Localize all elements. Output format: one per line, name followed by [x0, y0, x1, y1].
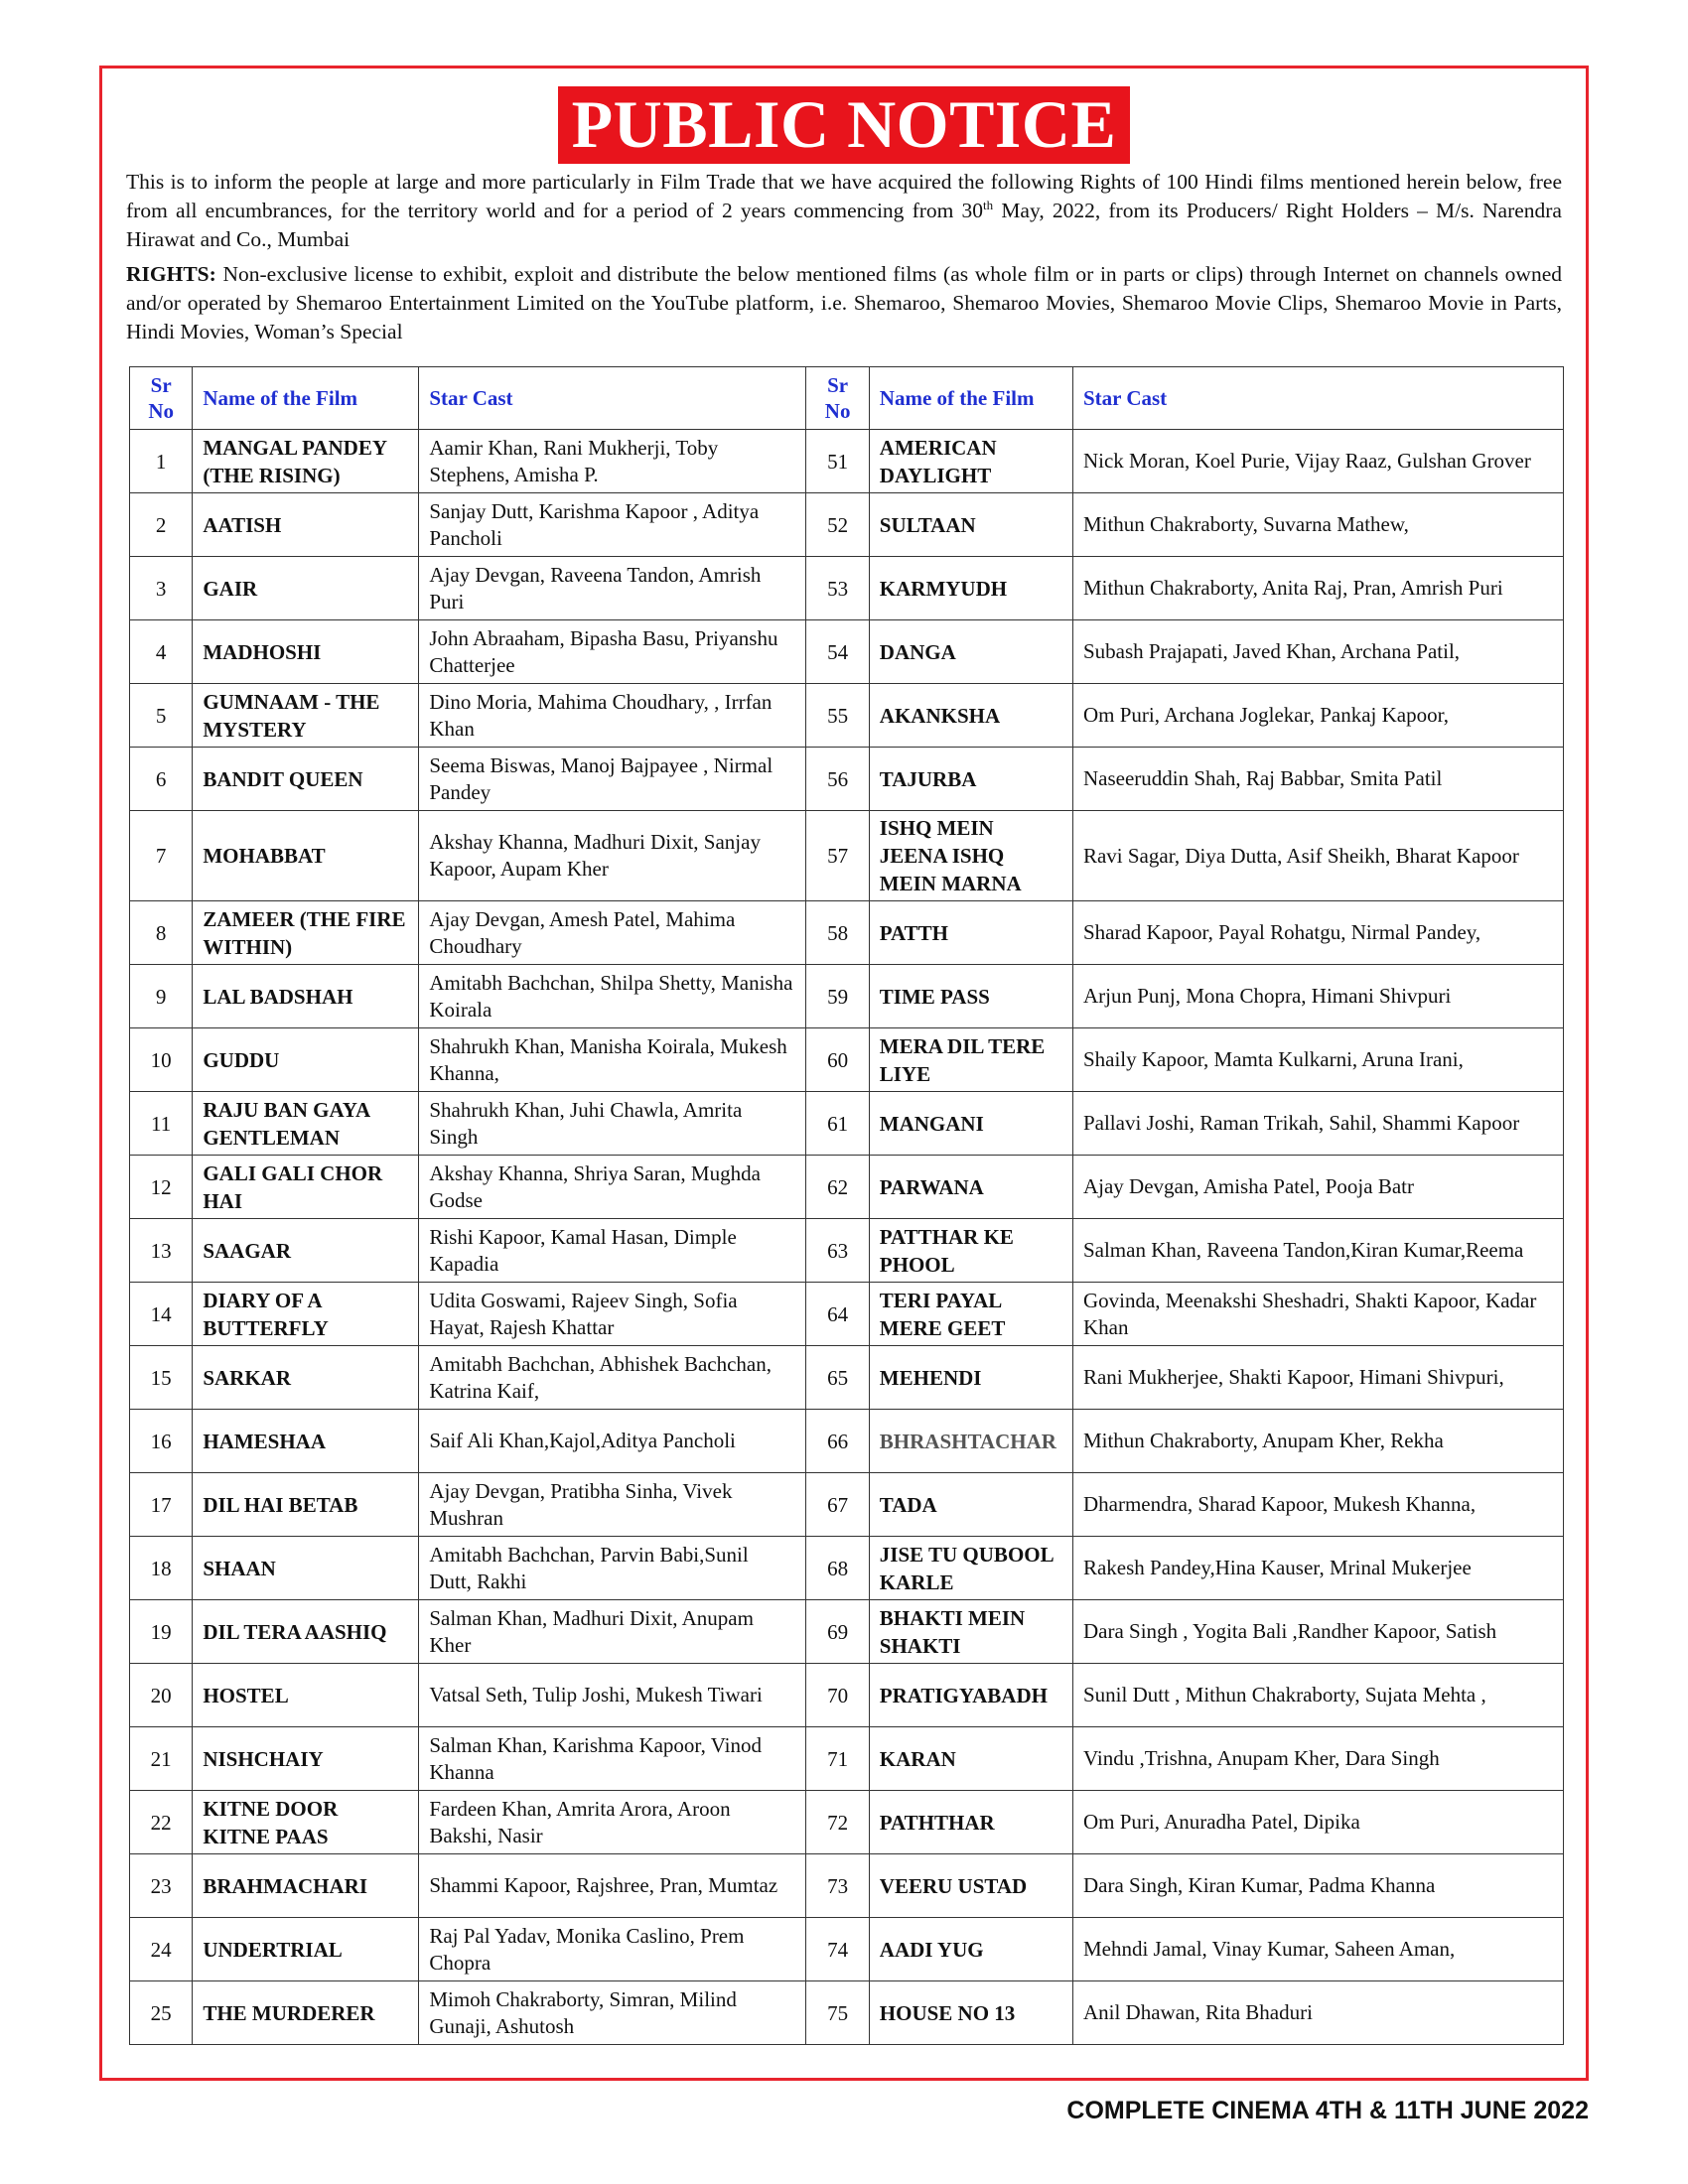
sr-right: 63 [806, 1219, 869, 1283]
table-header-row [130, 367, 1564, 430]
star-cast-right: Salman Khan, Raveena Tandon,Kiran Kumar,Reema [1072, 1219, 1563, 1283]
film-name-left: UNDERTRIAL [193, 1918, 419, 1981]
intro-section [126, 168, 1562, 352]
star-cast-right: Sharad Kapoor, Payal Rohatgu, Nirmal Pandey, [1072, 901, 1563, 965]
star-cast-left: Salman Khan, Madhuri Dixit, Anupam Kher [419, 1600, 806, 1664]
notice-title: PUBLIC NOTICE [558, 86, 1131, 164]
sr-left: 12 [130, 1156, 193, 1219]
star-cast-left: Dino Moria, Mahima Choudhary, , Irrfan Khan [419, 684, 806, 748]
star-cast-left: Akshay Khanna, Shriya Saran, Mughda Godse [419, 1156, 806, 1219]
film-name-left: DIARY OF A BUTTERFLY [193, 1283, 419, 1346]
film-name-right: MERA DIL TERE LIYE [869, 1028, 1072, 1092]
table-row [130, 811, 1564, 901]
sr-left: 11 [130, 1092, 193, 1156]
header-cast-right: Star Cast [1072, 367, 1563, 430]
star-cast-right: Anil Dhawan, Rita Bhaduri [1072, 1981, 1563, 2045]
star-cast-right: Naseeruddin Shah, Raj Babbar, Smita Patil [1072, 748, 1563, 811]
film-name-right: AKANKSHA [869, 684, 1072, 748]
star-cast-left: Mimoh Chakraborty, Simran, Milind Gunaji, Ashutosh [419, 1981, 806, 2045]
film-name-right: PARWANA [869, 1156, 1072, 1219]
film-name-left: SHAAN [193, 1537, 419, 1600]
sr-right: 67 [806, 1473, 869, 1537]
sr-right: 73 [806, 1854, 869, 1918]
sr-left: 19 [130, 1600, 193, 1664]
sr-left: 7 [130, 811, 193, 901]
film-name-right: TADA [869, 1473, 1072, 1537]
sr-right: 70 [806, 1664, 869, 1727]
table-row [130, 1156, 1564, 1219]
notice-frame [99, 66, 1589, 2081]
star-cast-left: Sanjay Dutt, Karishma Kapoor , Aditya Pancholi [419, 493, 806, 557]
film-name-right: TERI PAYAL MERE GEET [869, 1283, 1072, 1346]
table-row [130, 748, 1564, 811]
film-name-left: SAAGAR [193, 1219, 419, 1283]
film-name-right: PRATIGYABADH [869, 1664, 1072, 1727]
intro-superscript: th [983, 197, 994, 212]
film-name-right: SULTAAN [869, 493, 1072, 557]
film-name-right: KARMYUDH [869, 557, 1072, 620]
star-cast-left: Ajay Devgan, Raveena Tandon, Amrish Puri [419, 557, 806, 620]
star-cast-left: Udita Goswami, Rajeev Singh, Sofia Hayat, Rajesh Khattar [419, 1283, 806, 1346]
sr-left: 18 [130, 1537, 193, 1600]
sr-right: 65 [806, 1346, 869, 1410]
film-name-right: TIME PASS [869, 965, 1072, 1028]
sr-right: 75 [806, 1981, 869, 2045]
table-row [130, 1854, 1564, 1918]
sr-left: 13 [130, 1219, 193, 1283]
header-name-right: Name of the Film [869, 367, 1072, 430]
sr-left: 10 [130, 1028, 193, 1092]
film-name-left: GUDDU [193, 1028, 419, 1092]
film-name-left: SARKAR [193, 1346, 419, 1410]
star-cast-right: Dara Singh , Yogita Bali ,Randher Kapoor, Satish [1072, 1600, 1563, 1664]
film-name-left: GUMNAAM - THE MYSTERY [193, 684, 419, 748]
sr-left: 21 [130, 1727, 193, 1791]
sr-left: 9 [130, 965, 193, 1028]
film-name-left: MOHABBAT [193, 811, 419, 901]
film-name-left: DIL HAI BETAB [193, 1473, 419, 1537]
star-cast-right: Mithun Chakraborty, Anupam Kher, Rekha [1072, 1410, 1563, 1473]
star-cast-left: Shammi Kapoor, Rajshree, Pran, Mumtaz [419, 1854, 806, 1918]
film-name-left: RAJU BAN GAYA GENTLEMAN [193, 1092, 419, 1156]
star-cast-right: Ajay Devgan, Amisha Patel, Pooja Batr [1072, 1156, 1563, 1219]
sr-right: 55 [806, 684, 869, 748]
star-cast-right: Arjun Punj, Mona Chopra, Himani Shivpuri [1072, 965, 1563, 1028]
table-row [130, 620, 1564, 684]
film-name-right: JISE TU QUBOOL KARLE [869, 1537, 1072, 1600]
film-name-right: TAJURBA [869, 748, 1072, 811]
sr-right: 58 [806, 901, 869, 965]
film-name-left: GAIR [193, 557, 419, 620]
star-cast-right: Mithun Chakraborty, Suvarna Mathew, [1072, 493, 1563, 557]
sr-left: 22 [130, 1791, 193, 1854]
sr-right: 52 [806, 493, 869, 557]
sr-left: 14 [130, 1283, 193, 1346]
films-table-body [130, 430, 1564, 2045]
star-cast-right: Govinda, Meenakshi Sheshadri, Shakti Kapoor, Kadar Khan [1072, 1283, 1563, 1346]
sr-right: 62 [806, 1156, 869, 1219]
sr-left: 1 [130, 430, 193, 493]
star-cast-right: Ravi Sagar, Diya Dutta, Asif Sheikh, Bharat Kapoor [1072, 811, 1563, 901]
sr-right: 53 [806, 557, 869, 620]
sr-left: 16 [130, 1410, 193, 1473]
star-cast-left: Ajay Devgan, Amesh Patel, Mahima Choudhary [419, 901, 806, 965]
table-row [130, 1473, 1564, 1537]
table-row [130, 1219, 1564, 1283]
film-name-left: MADHOSHI [193, 620, 419, 684]
sr-right: 60 [806, 1028, 869, 1092]
sr-right: 64 [806, 1283, 869, 1346]
header-sr-right: Sr No [806, 367, 869, 430]
film-name-right: AMERICAN DAYLIGHT [869, 430, 1072, 493]
intro-text-part-1: This is to inform the people at large and more particularly in Film Trade that we have acquired the following Rights of 100 Hindi films mentioned herein below, free from all encumbrances, for the territory world and for a period of 2 years commencing from 30 [126, 170, 1562, 222]
sr-left: 2 [130, 493, 193, 557]
sr-left: 3 [130, 557, 193, 620]
sr-right: 74 [806, 1918, 869, 1981]
rights-label: RIGHTS: [126, 262, 216, 286]
film-name-left: NISHCHAIY [193, 1727, 419, 1791]
sr-right: 57 [806, 811, 869, 901]
table-row [130, 1028, 1564, 1092]
star-cast-right: Dharmendra, Sharad Kapoor, Mukesh Khanna, [1072, 1473, 1563, 1537]
sr-right: 51 [806, 430, 869, 493]
film-name-right: DANGA [869, 620, 1072, 684]
film-name-right: PATTH [869, 901, 1072, 965]
film-name-right: PATTHAR KE PHOOL [869, 1219, 1072, 1283]
film-name-left: HAMESHAA [193, 1410, 419, 1473]
star-cast-left: Shahrukh Khan, Manisha Koirala, Mukesh Khanna, [419, 1028, 806, 1092]
film-name-right: MANGANI [869, 1092, 1072, 1156]
table-row [130, 1918, 1564, 1981]
film-name-right: BHRASHTACHAR [869, 1410, 1072, 1473]
star-cast-right: Sunil Dutt , Mithun Chakraborty, Sujata Mehta , [1072, 1664, 1563, 1727]
sr-left: 20 [130, 1664, 193, 1727]
sr-right: 54 [806, 620, 869, 684]
table-row [130, 965, 1564, 1028]
film-name-right: HOUSE NO 13 [869, 1981, 1072, 2045]
sr-left: 6 [130, 748, 193, 811]
film-name-right: BHAKTI MEIN SHAKTI [869, 1600, 1072, 1664]
film-name-left: MANGAL PANDEY (THE RISING) [193, 430, 419, 493]
sr-right: 68 [806, 1537, 869, 1600]
intro-paragraph [126, 168, 1562, 254]
star-cast-left: Fardeen Khan, Amrita Arora, Aroon Bakshi, Nasir [419, 1791, 806, 1854]
table-row [130, 1727, 1564, 1791]
star-cast-left: John Abraaham, Bipasha Basu, Priyanshu Chatterjee [419, 620, 806, 684]
star-cast-right: Dara Singh, Kiran Kumar, Padma Khanna [1072, 1854, 1563, 1918]
sr-left: 15 [130, 1346, 193, 1410]
film-name-right: MEHENDI [869, 1346, 1072, 1410]
film-name-left: DIL TERA AASHIQ [193, 1600, 419, 1664]
sr-left: 25 [130, 1981, 193, 2045]
star-cast-right: Rakesh Pandey,Hina Kauser, Mrinal Mukerjee [1072, 1537, 1563, 1600]
star-cast-left: Saif Ali Khan,Kajol,Aditya Pancholi [419, 1410, 806, 1473]
table-row [130, 684, 1564, 748]
rights-paragraph [126, 260, 1562, 346]
film-name-right: PATHTHAR [869, 1791, 1072, 1854]
sr-left: 8 [130, 901, 193, 965]
sr-left: 17 [130, 1473, 193, 1537]
star-cast-right: Nick Moran, Koel Purie, Vijay Raaz, Gulshan Grover [1072, 430, 1563, 493]
film-name-right: AADI YUG [869, 1918, 1072, 1981]
rights-text: Non-exclusive license to exhibit, exploit and distribute the below mentioned films (as whole film or in parts or clips) through Internet on channels owned and/or operated by Shemaroo Entertainment Limited on the YouTube platform, i.e. Shemaroo, Shemaroo Movies, Shemaroo Movie Clips, Shemaroo Movie in Parts, Hindi Movies, Woman’s Special [126, 262, 1562, 343]
sr-left: 4 [130, 620, 193, 684]
sr-right: 72 [806, 1791, 869, 1854]
table-row [130, 557, 1564, 620]
sr-right: 59 [806, 965, 869, 1028]
star-cast-right: Rani Mukherjee, Shakti Kapoor, Himani Shivpuri, [1072, 1346, 1563, 1410]
header-sr-left: Sr No [130, 367, 193, 430]
star-cast-right: Om Puri, Anuradha Patel, Dipika [1072, 1791, 1563, 1854]
film-name-left: BANDIT QUEEN [193, 748, 419, 811]
star-cast-left: Ajay Devgan, Pratibha Sinha, Vivek Mushran [419, 1473, 806, 1537]
sr-right: 71 [806, 1727, 869, 1791]
table-row [130, 1664, 1564, 1727]
star-cast-right: Om Puri, Archana Joglekar, Pankaj Kapoor, [1072, 684, 1563, 748]
film-name-left: ZAMEER (THE FIRE WITHIN) [193, 901, 419, 965]
star-cast-right: Mithun Chakraborty, Anita Raj, Pran, Amrish Puri [1072, 557, 1563, 620]
table-row [130, 1981, 1564, 2045]
table-row [130, 1283, 1564, 1346]
sr-right: 69 [806, 1600, 869, 1664]
star-cast-right: Mehndi Jamal, Vinay Kumar, Saheen Aman, [1072, 1918, 1563, 1981]
film-name-right: ISHQ MEIN JEENA ISHQ MEIN MARNA [869, 811, 1072, 901]
star-cast-right: Vindu ,Trishna, Anupam Kher, Dara Singh [1072, 1727, 1563, 1791]
star-cast-left: Raj Pal Yadav, Monika Caslino, Prem Chopra [419, 1918, 806, 1981]
header-cast-left: Star Cast [419, 367, 806, 430]
sr-left: 24 [130, 1918, 193, 1981]
header-name-left: Name of the Film [193, 367, 419, 430]
table-row [130, 901, 1564, 965]
star-cast-left: Salman Khan, Karishma Kapoor, Vinod Khanna [419, 1727, 806, 1791]
films-table [129, 366, 1564, 2045]
sr-left: 23 [130, 1854, 193, 1918]
star-cast-left: Seema Biswas, Manoj Bajpayee , Nirmal Pandey [419, 748, 806, 811]
film-name-left: THE MURDERER [193, 1981, 419, 2045]
table-row [130, 493, 1564, 557]
table-row [130, 1537, 1564, 1600]
film-name-left: GALI GALI CHOR HAI [193, 1156, 419, 1219]
star-cast-left: Rishi Kapoor, Kamal Hasan, Dimple Kapadia [419, 1219, 806, 1283]
star-cast-right: Subash Prajapati, Javed Khan, Archana Patil, [1072, 620, 1563, 684]
star-cast-left: Aamir Khan, Rani Mukherji, Toby Stephens, Amisha P. [419, 430, 806, 493]
star-cast-left: Amitabh Bachchan, Shilpa Shetty, Manisha Koirala [419, 965, 806, 1028]
film-name-right: VEERU USTAD [869, 1854, 1072, 1918]
table-row [130, 1346, 1564, 1410]
table-row [130, 1791, 1564, 1854]
table-row [130, 430, 1564, 493]
film-name-left: KITNE DOOR KITNE PAAS [193, 1791, 419, 1854]
sr-right: 56 [806, 748, 869, 811]
star-cast-left: Amitabh Bachchan, Parvin Babi,Sunil Dutt, Rakhi [419, 1537, 806, 1600]
film-name-left: BRAHMACHARI [193, 1854, 419, 1918]
star-cast-left: Amitabh Bachchan, Abhishek Bachchan, Katrina Kaif, [419, 1346, 806, 1410]
star-cast-left: Shahrukh Khan, Juhi Chawla, Amrita Singh [419, 1092, 806, 1156]
table-row [130, 1092, 1564, 1156]
sr-right: 66 [806, 1410, 869, 1473]
film-name-left: HOSTEL [193, 1664, 419, 1727]
film-name-right: KARAN [869, 1727, 1072, 1791]
star-cast-right: Pallavi Joshi, Raman Trikah, Sahil, Shammi Kapoor [1072, 1092, 1563, 1156]
table-row [130, 1410, 1564, 1473]
intro-text-part-2: May, 2022, from its Producers/ Right Holders – M/s. Narendra Hirawat and Co., Mumbai [126, 199, 1562, 251]
film-name-left: LAL BADSHAH [193, 965, 419, 1028]
star-cast-left: Akshay Khanna, Madhuri Dixit, Sanjay Kapoor, Aupam Kher [419, 811, 806, 901]
table-row [130, 1600, 1564, 1664]
sr-right: 61 [806, 1092, 869, 1156]
title-wrap [102, 86, 1586, 164]
sr-left: 5 [130, 684, 193, 748]
footer-publication: COMPLETE CINEMA 4TH & 11TH JUNE 2022 [1066, 2097, 1589, 2124]
star-cast-right: Shaily Kapoor, Mamta Kulkarni, Aruna Irani, [1072, 1028, 1563, 1092]
film-name-left: AATISH [193, 493, 419, 557]
star-cast-left: Vatsal Seth, Tulip Joshi, Mukesh Tiwari [419, 1664, 806, 1727]
